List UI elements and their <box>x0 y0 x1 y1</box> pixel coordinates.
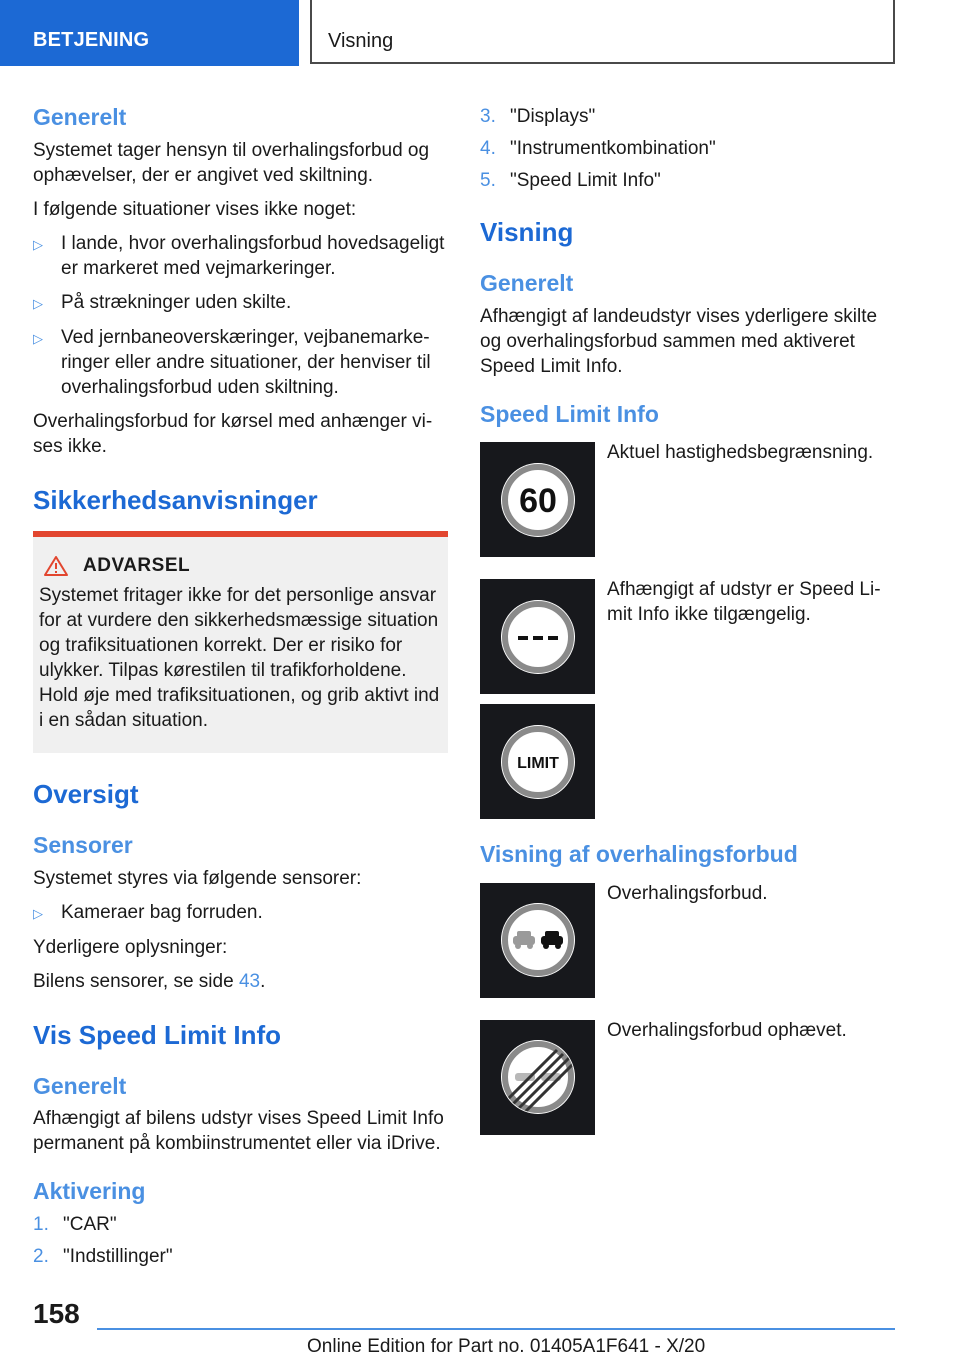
heading-aktivering: Aktivering <box>33 1178 146 1205</box>
footer-edition: Online Edition for Part no. 01405A1F641 - X/20 <box>307 1336 706 1357</box>
paragraph: Systemet tager hensyn til overhalingsforbud og ophævelser, der er angivet ved skiltning. <box>33 139 430 186</box>
svg-text:LIMIT: LIMIT <box>516 754 559 772</box>
triangle-bullet-icon: ▷ <box>33 295 43 311</box>
header-chapter-tab <box>310 0 895 64</box>
speed-limit-60-icon <box>480 442 595 557</box>
paragraph: Systemet styres via følgende sensorer: <box>33 867 362 889</box>
sign-row <box>480 704 895 819</box>
no-overtaking-sign-icon <box>480 883 595 998</box>
heading-sikkerhedsanvisninger: Sikkerhedsanvisninger <box>33 484 318 515</box>
footer-divider <box>97 1328 895 1330</box>
bullet-list <box>33 231 448 400</box>
svg-text:60: 60 <box>518 481 557 520</box>
sign-row <box>480 1020 895 1135</box>
paragraph: Yderligere oplysninger: <box>33 936 228 958</box>
header-chapter-label: Visning <box>328 30 394 52</box>
page-number: 158 <box>33 1298 80 1329</box>
heading-generelt: Generelt <box>33 1072 127 1099</box>
page-link[interactable]: 43 <box>238 970 261 992</box>
list-item: 5. "Speed Limit Info" <box>480 170 661 191</box>
triangle-bullet-icon: ▷ <box>33 905 43 921</box>
right-column <box>480 100 895 1157</box>
heading-generelt: Generelt <box>480 270 574 297</box>
paragraph-reference: Bilens sensorer, se side 43. <box>33 970 266 992</box>
sign-description: Overhalingsforbud. <box>607 882 768 904</box>
end-no-overtaking-sign-icon <box>480 1020 595 1135</box>
list-item: 4. "Instrumentkombination" <box>480 138 716 159</box>
heading-visning: Visning <box>480 217 574 247</box>
limit-sign-icon <box>480 704 595 819</box>
speed-limit-unavailable-icon <box>480 579 595 694</box>
warning-triangle-icon <box>43 555 69 577</box>
heading-speed-limit-info: Speed Limit Info <box>480 400 659 427</box>
heading-generelt: Generelt <box>33 104 127 130</box>
sign-description: Overhalingsforbud ophævet. <box>607 1019 847 1041</box>
list-item: ▷ Kameraer bag forruden. <box>33 900 448 926</box>
sign-row <box>480 442 895 557</box>
warning-title: ADVARSEL <box>83 554 191 576</box>
list-item: 2. "Indstillinger" <box>33 1245 173 1267</box>
numbered-list <box>33 1212 448 1269</box>
warning-box <box>33 531 448 753</box>
paragraph: Overhalingsforbud for kørsel med anhænger vises ikke. <box>33 410 433 457</box>
warning-text: Systemet fritager ikke for det personlige ansvar for at vurdere den sikkerhedsmæssige situation og trafiksituationen korrekt. Der er risiko for ulykker. Tilpas kørestilen til trafikforholdene. Hold øje med trafiksituationen, og grib aktivt ind i en sådan situation. <box>39 584 440 731</box>
numbered-list <box>480 104 895 193</box>
heading-vis-speed-limit-info: Vis Speed Limit Info <box>33 1019 282 1050</box>
paragraph: Afhængigt af landeudstyr vises yderligere skilte og overhalingsforbud sammen med aktiveret Speed Limit Info. <box>480 305 878 377</box>
list-item: ▷ På strækninger uden skilte. <box>33 290 448 316</box>
triangle-bullet-icon: ▷ <box>33 330 43 346</box>
paragraph: Afhængigt af bilens udstyr vises Speed Limit Info permanent på kombiinstrumentet eller via iDrive. <box>33 1108 444 1155</box>
list-item: 3. "Displays" <box>480 106 596 127</box>
list-item: ▷ Ved jernbaneoverskæringer, vejbanemarkeringer eller andre situationer, der henviser til overhalingsforbud uden skiltning. <box>33 326 431 398</box>
left-column <box>33 100 448 1269</box>
heading-visning-af-overhalingsforbud: Visning af overhalingsforbud <box>480 841 798 868</box>
heading-oversigt: Oversigt <box>33 778 139 809</box>
triangle-bullet-icon: ▷ <box>33 236 43 252</box>
sign-description: Aktuel hastighedsbegrænsning. <box>607 442 874 464</box>
header-section-label: BETJENING <box>33 29 150 51</box>
sign-description: Afhængigt af udstyr er Speed Limit Info ikke tilgængelig. <box>607 579 881 626</box>
sign-row <box>480 883 895 998</box>
paragraph: I følgende situationer vises ikke noget: <box>33 198 357 220</box>
list-item: 1. "CAR" <box>33 1213 117 1235</box>
heading-sensorer: Sensorer <box>33 831 133 858</box>
header-section-tab <box>0 0 299 66</box>
list-item: ▷ I lande, hvor overhalingsforbud hovedsageligt er markeret med vejmarkeringer. <box>33 232 445 279</box>
sign-row <box>480 579 895 694</box>
